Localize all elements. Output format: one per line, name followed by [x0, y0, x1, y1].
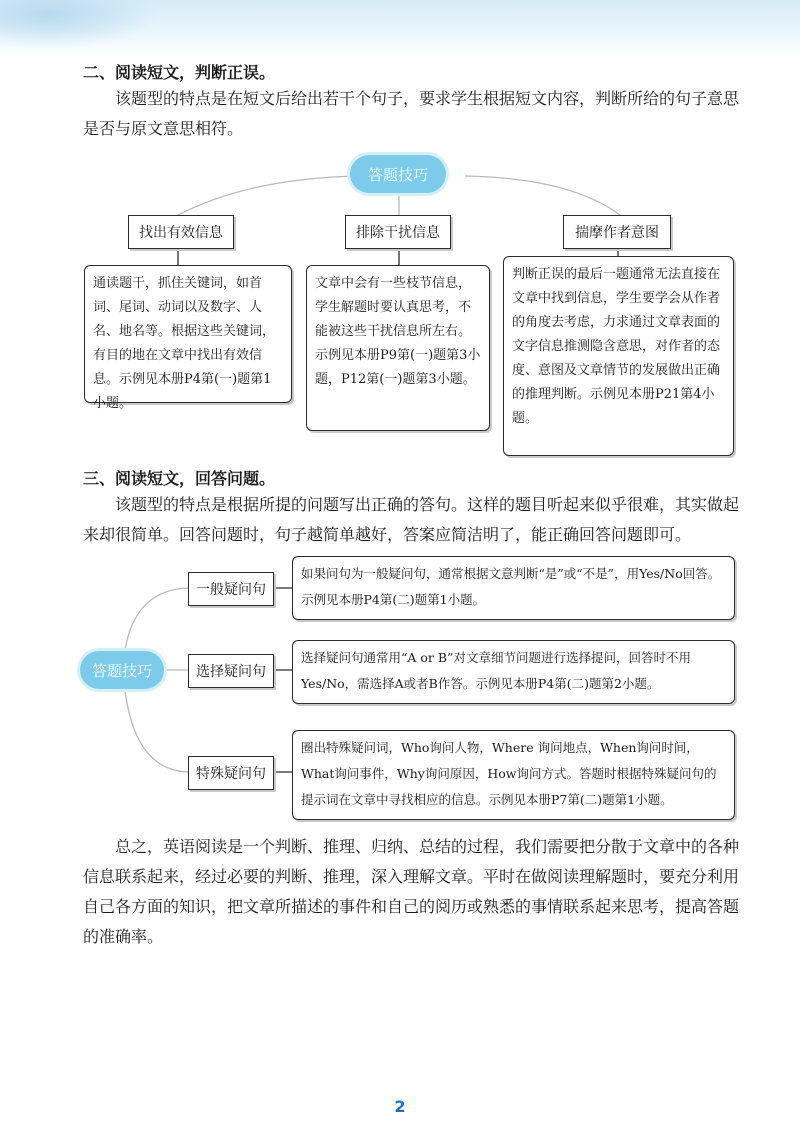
branch-title-choice: 选择疑问句	[188, 654, 274, 688]
branch-text-author-intent: 判断正误的最后一题通常无法直接在文章中找到信息，学生要学会从作者的角度去考虑，力求通过文章表面的文字信息推测隐含意思，对作者的态度、意图及文章情节的发展做出正确的推理判断。示例见本册P21第4小题。	[503, 256, 734, 456]
page-number: 2	[394, 1097, 406, 1116]
branch-text-choice: 选择疑问句通常用“A or B”对文章细节问题进行选择提问，回答时不用Yes/No，需选择A或者B作答。示例见本册P4第(二)题第2小题。	[292, 640, 735, 704]
answer-tips-hub-2: 答题技巧	[80, 651, 164, 689]
summary-paragraph: 总之，英语阅读是一个判断、推理、归纳、总结的过程，我们需要把分散于文章中的各种信息联系起来，经过必要的判断、推理，深入理解文章。平时在做阅读理解题时，要充分利用自己各方面的知识，把文章所描述的事件和自己的阅历或熟悉的事情联系起来思考，提高答题的准确率。	[83, 837, 740, 946]
branch-title-yes-no: 一般疑问句	[188, 572, 274, 606]
section3-heading: 三、阅读短文，回答问题。	[83, 469, 276, 488]
branch-title-find-info: 找出有效信息	[128, 215, 234, 249]
section3-intro: 该题型的特点是根据所提的问题写出正确的答句。这样的题目听起来似乎很难，其实做起来却很简单。回答问题时，句子越简单越好，答案应简洁明了，能正确回答问题即可。	[83, 495, 740, 544]
branch-text-find-info: 通读题干，抓住关键词，如首词、尾词、动词以及数字、人名、地名等。根据这些关键词，有目的地在文章中找出有效信息。示例见本册P4第(一)题第1小题。	[84, 265, 292, 403]
answer-tips-hub: 答题技巧	[350, 155, 446, 193]
branch-text-yes-no: 如果问句为一般疑问句，通常根据文意判断“是”或“不是”，用Yes/No回答。示例见本册P4第(二)题第1小题。	[292, 556, 735, 620]
branch-text-wh: 圈出特殊疑问词，Who询问人物，Where 询问地点，When询问时间，What询问事件，Why询问原因，How询问方式。答题时根据特殊疑问句的提示词在文章中寻找相应的信息。示例见本册P7第(二)题第1小题。	[292, 730, 735, 820]
branch-title-author-intent: 揣摩作者意图	[563, 215, 671, 249]
section2-intro: 该题型的特点是在短文后给出若干个句子，要求学生根据短文内容，判断所给的句子意思是否与原文意思相符。	[83, 89, 740, 138]
branch-title-wh: 特殊疑问句	[188, 756, 274, 790]
branch-text-exclude-info: 文章中会有一些枝节信息，学生解题时要认真思考，不能被这些干扰信息所左右。示例见本册P9第(一)题第3小题，P12第(一)题第3小题。	[306, 265, 490, 431]
branch-title-exclude-info: 排除干扰信息	[345, 215, 451, 249]
section2-heading: 二、阅读短文，判断正误。	[83, 63, 276, 82]
